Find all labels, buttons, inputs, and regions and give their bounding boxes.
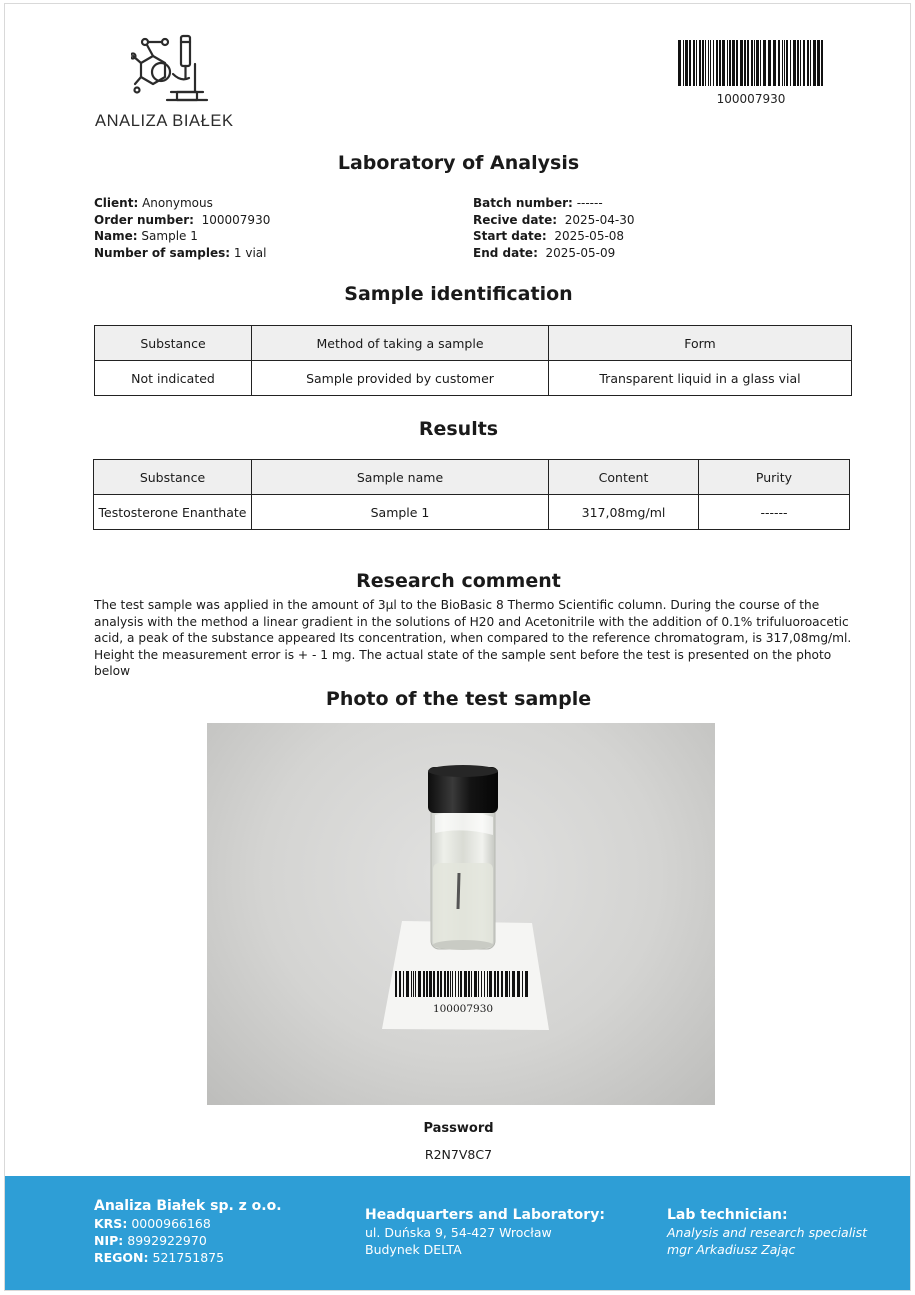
logo-text: ANALIZA BIAŁEK xyxy=(95,112,234,130)
table-header-cell: Purity xyxy=(699,460,850,495)
footer-technician xyxy=(667,1207,867,1258)
table-cell: ------ xyxy=(699,495,850,530)
table-cell: Testosterone Enanthate xyxy=(94,495,252,530)
end-row: End date: 2025-05-09 xyxy=(473,245,616,260)
table-header-row xyxy=(94,460,850,495)
client-row: Client: Anonymous xyxy=(94,196,213,210)
table-header-cell: Substance xyxy=(94,460,252,495)
identification-title: Sample identification xyxy=(344,283,573,305)
comment-title: Research comment xyxy=(356,570,561,592)
footer-tech-line: mgr Arkadiusz Zając xyxy=(667,1242,796,1257)
footer-nip: NIP: 8992922970 xyxy=(94,1233,207,1248)
table-cell: Transparent liquid in a glass vial xyxy=(549,361,852,396)
company-logo xyxy=(95,34,251,131)
footer-tech-line: Analysis and research specialist xyxy=(667,1225,868,1240)
table-row xyxy=(94,495,850,530)
table-cell: Sample provided by customer xyxy=(252,361,549,396)
table-cell: Not indicated xyxy=(95,361,252,396)
footer-headquarters xyxy=(365,1207,605,1258)
table-cell: 317,08mg/ml xyxy=(549,495,699,530)
table-header-cell: Method of taking a sample xyxy=(252,326,549,361)
results-title: Results xyxy=(418,418,499,440)
photo-title: Photo of the test sample xyxy=(325,688,592,710)
barcode-number: 100007930 xyxy=(716,92,786,106)
footer-regon: REGON: 521751875 xyxy=(94,1250,225,1265)
info-right xyxy=(473,195,635,261)
info-left xyxy=(94,195,270,261)
footer-tech-title: Lab technician: xyxy=(667,1207,788,1223)
footer-krs: KRS: 0000966168 xyxy=(94,1216,211,1231)
table-header-cell: Form xyxy=(549,326,852,361)
password-value: R2N7V8C7 xyxy=(424,1147,493,1162)
results-table xyxy=(93,459,850,530)
report-page xyxy=(4,3,911,1291)
table-header-cell: Content xyxy=(549,460,699,495)
table-header-cell: Substance xyxy=(95,326,252,361)
table-header-cell: Sample name xyxy=(252,460,549,495)
comment-text: The test sample was applied in the amount of 3µl to the BioBasic 8 Thermo Scientific column. During the course of the analysis with the method a linear gradient in the solutions of H20 and Acetonitrile with the addition of 0.1% trifuluoroacetic acid, a peak of the substance appeared Its concentration, when compared to the reference chromatogram, is 317,08mg/ml. Height the measurement error is + - 1 mg. The actual state of the sample sent before the test is presented on the photo below xyxy=(94,598,852,678)
table-header-row xyxy=(95,326,852,361)
table-row xyxy=(95,361,852,396)
identification-table xyxy=(94,325,852,396)
batch-row: Batch number: ------ xyxy=(473,196,603,210)
footer-hq-line: ul. Duńska 9, 54-427 Wrocław xyxy=(365,1225,552,1240)
footer-company xyxy=(94,1198,282,1266)
table-cell: Sample 1 xyxy=(252,495,549,530)
footer-company-name: Analiza Białek sp. z o.o. xyxy=(94,1198,282,1214)
receive-row: Recive date: 2025-04-30 xyxy=(473,212,635,227)
footer-hq-title: Headquarters and Laboratory: xyxy=(365,1207,605,1223)
order-row: Order number: 100007930 xyxy=(94,212,271,227)
footer xyxy=(5,1176,911,1291)
barcode xyxy=(676,40,826,106)
main-title: Laboratory of Analysis xyxy=(337,152,580,174)
barcode-bars xyxy=(676,40,826,86)
password-label: Password xyxy=(423,1121,494,1136)
footer-hq-line: Budynek DELTA xyxy=(365,1242,462,1257)
sample-photo xyxy=(207,723,715,1105)
photo-barcode-number: 100007930 xyxy=(432,1003,494,1015)
name-row: Name: Sample 1 xyxy=(94,229,198,243)
start-row: Start date: 2025-05-08 xyxy=(473,229,625,243)
vial-photo-illustration xyxy=(207,723,715,1105)
lab-molecule-icon xyxy=(131,34,211,106)
samples-row: Number of samples: 1 vial xyxy=(94,245,267,260)
